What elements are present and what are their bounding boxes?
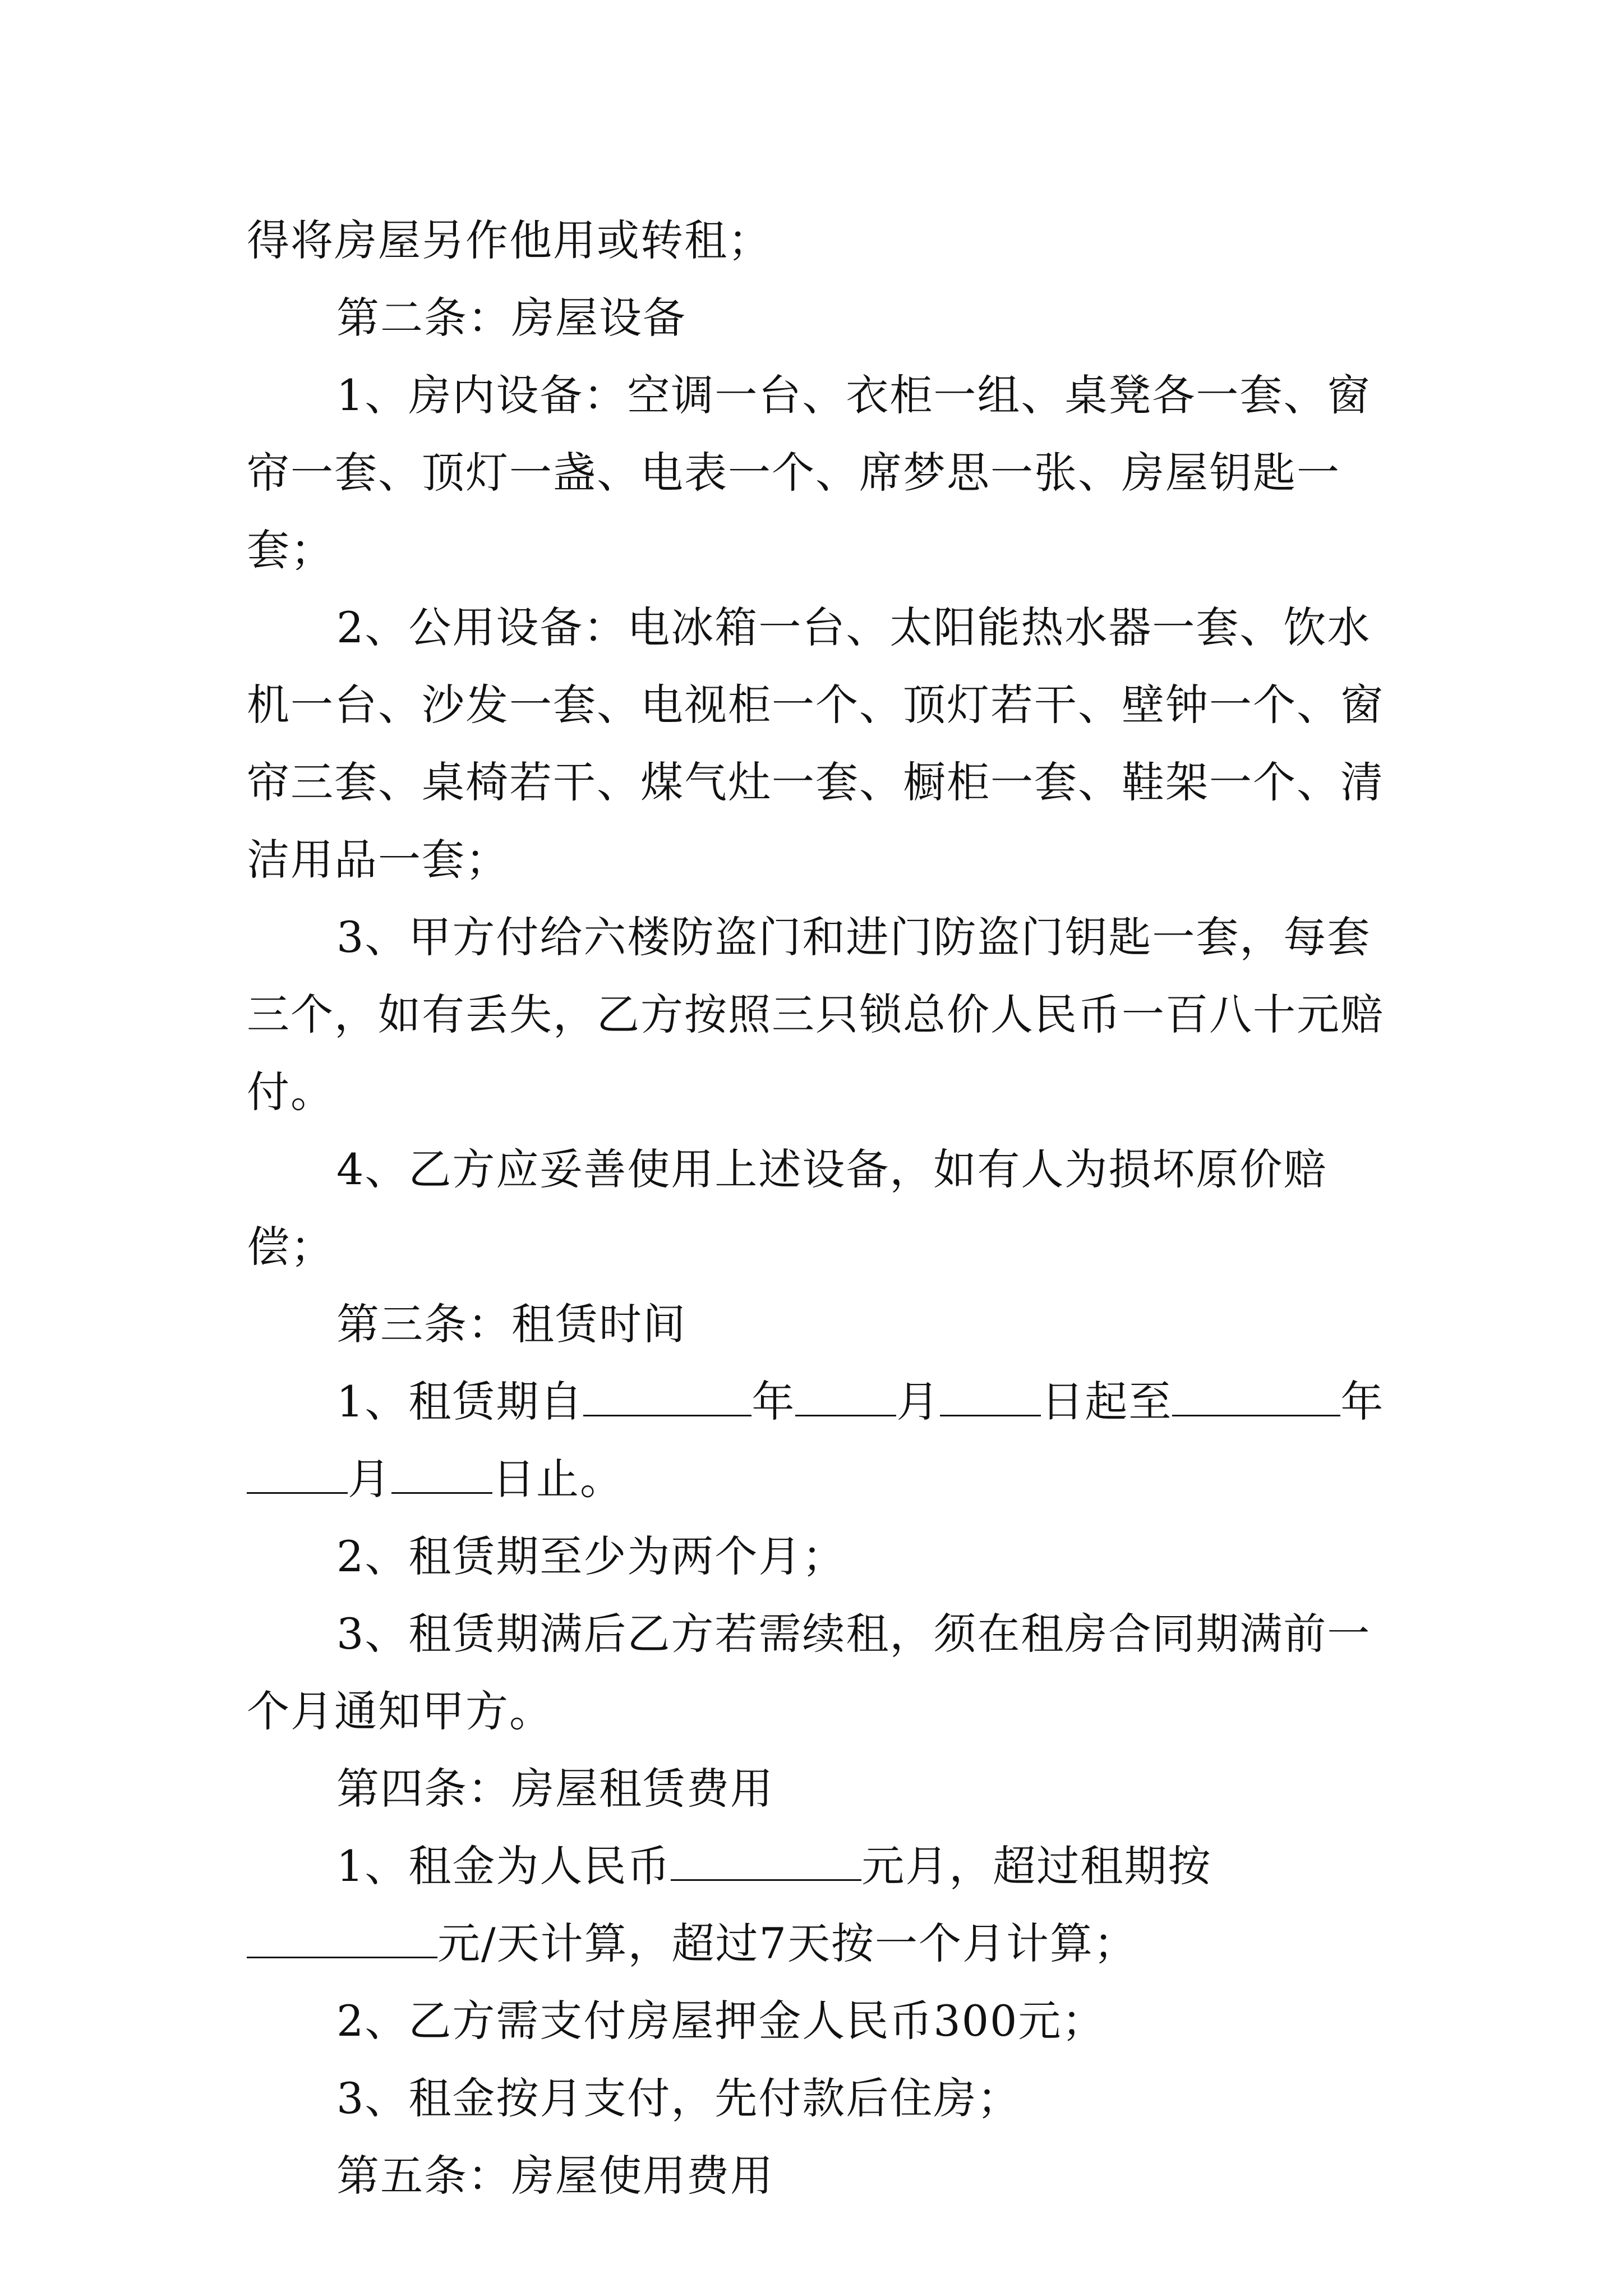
rent-amount-clause: [247, 1828, 1385, 1982]
end-month-label: 月: [348, 1454, 391, 1504]
rent-prefix: 1、租金为人民币: [336, 1841, 671, 1891]
end-day-label: 日止。: [492, 1454, 624, 1504]
rent-mid: 元月，超过租期按: [861, 1841, 1212, 1891]
deposit-clause: 2、乙方需支付房屋押金人民币300元；: [336, 1996, 1106, 2046]
end-month-blank[interactable]: [247, 1458, 348, 1494]
start-year-label: 年: [751, 1377, 796, 1427]
start-year-blank[interactable]: [583, 1381, 751, 1416]
shared-equipment-clause: 2、公用设备：电冰箱一台、太阳能热水器一套、饮水机一台、沙发一套、电视柜一个、顶灯若干、壁钟一个、窗帘三套、桌椅若干、煤气灶一套、橱柜一套、鞋架一个、清洁用品一套；: [247, 602, 1384, 885]
lease-period-clause: [247, 1363, 1385, 1518]
end-day-blank[interactable]: [391, 1458, 492, 1494]
monthly-rent-blank[interactable]: [671, 1846, 861, 1881]
room-equipment-clause: 1、房内设备：空调一台、衣柜一组、桌凳各一套、窗帘一套、顶灯一盏、电表一个、席梦思一张、房屋钥匙一套；: [247, 370, 1371, 575]
payment-clause: 3、租金按月支付，先付款后住房；: [336, 2073, 1021, 2123]
equipment-care-clause: 4、乙方应妥善使用上述设备，如有人为损坏原价赔偿；: [247, 1144, 1327, 1272]
article-two-heading: 第二条：房屋设备: [336, 293, 686, 343]
contract-body: [247, 202, 1385, 2215]
article-four-heading: 第四条：房屋租赁费用: [336, 1764, 774, 1814]
article-three-heading: 第三条：租赁时间: [336, 1299, 686, 1349]
minimum-lease-clause: 2、租赁期至少为两个月；: [336, 1531, 846, 1581]
start-month-blank[interactable]: [795, 1381, 896, 1416]
end-year-label: 年: [1340, 1377, 1385, 1427]
renewal-clause: 3、租赁期满后乙方若需续租，须在租房合同期满前一个月通知甲方。: [247, 1609, 1371, 1736]
paragraph-continuation: 得将房屋另作他用或转租；: [247, 215, 772, 265]
keys-clause: 3、甲方付给六楼防盗门和进门防盗门钥匙一套，每套三个，如有丢失，乙方按照三只锁总价人民币一百八十元赔付。: [247, 912, 1384, 1117]
daily-rate-blank[interactable]: [247, 1923, 437, 1958]
start-day-blank[interactable]: [940, 1381, 1041, 1416]
start-month-label: 月: [896, 1377, 940, 1427]
end-year-blank[interactable]: [1172, 1381, 1340, 1416]
lease-period-prefix: 1、租赁期自: [336, 1377, 584, 1427]
article-five-heading: 第五条：房屋使用费用: [336, 2151, 774, 2201]
start-day-label: 日起至: [1041, 1377, 1173, 1427]
rent-suffix: 元/天计算，超过7天按一个月计算；: [437, 1918, 1137, 1968]
